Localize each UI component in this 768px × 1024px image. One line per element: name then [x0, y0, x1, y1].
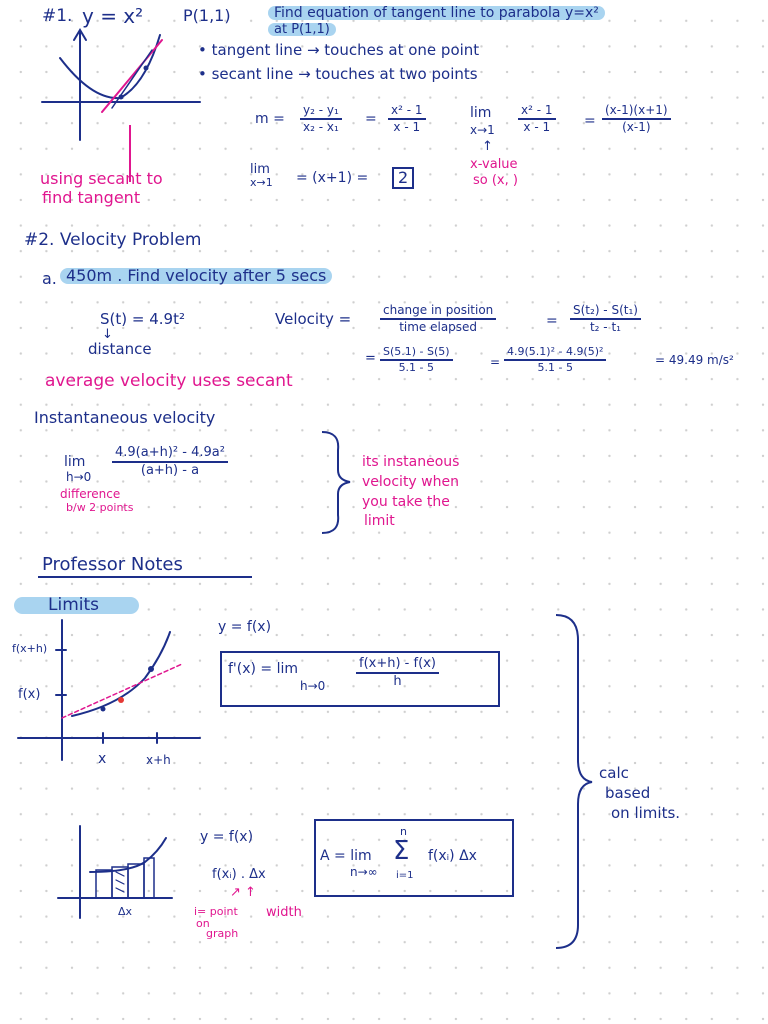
derivative-fraction: [356, 657, 439, 688]
velocity-fraction-4: [504, 346, 606, 373]
section1-title-line2: at P(1,1): [268, 23, 336, 36]
fraction-numerator: (x-1)(x+1): [602, 104, 671, 120]
derivative-graph: [18, 620, 200, 760]
fraction-denominator: x - 1: [393, 119, 421, 134]
fraction-numerator: f(x+h) - f(x): [356, 657, 439, 674]
fraction-numerator: S(t₂) - S(t₁): [570, 304, 641, 320]
derivative-subscript: h→0: [300, 679, 326, 693]
instantaneous-title: Instantaneous velocity: [34, 408, 216, 427]
limit2-expression: = (x+1) =: [296, 170, 369, 186]
brace-note-3: you take the: [362, 494, 450, 510]
area-subscript: n→∞: [350, 865, 378, 879]
section1-title: Find equation of tangent line to parabola y=x²: [268, 6, 605, 20]
equals-sign: =: [546, 313, 558, 329]
x-plus-h-label: x+h: [146, 753, 171, 767]
professor-heading: Professor Notes: [42, 554, 183, 575]
fraction-denominator: (a+h) - a: [140, 462, 200, 478]
sigma-bottom: i=1: [396, 870, 414, 881]
riemann-graph: [58, 826, 172, 918]
section2-label: #2. Velocity Problem: [24, 230, 202, 250]
limits-heading: Limits: [14, 597, 139, 614]
velocity-result: = 49.49 m/s²: [655, 353, 734, 367]
fraction-numerator: S(5.1) - S(5): [380, 346, 453, 361]
calc-note-2: based: [605, 784, 651, 802]
xvalue-note: x-value: [470, 157, 518, 172]
slope-fraction-2: [388, 104, 426, 133]
equals-sign: =: [584, 113, 596, 129]
fraction-numerator: 4.9(5.1)² - 4.9(5)²: [504, 346, 606, 361]
xvalue-note-2: so (x, ): [473, 173, 518, 188]
rectangle-expression: f(xᵢ) . Δx: [212, 867, 266, 882]
equals-sign: =: [365, 351, 376, 366]
fraction-numerator: x² - 1: [388, 104, 426, 120]
delta-x-label: Δx: [118, 905, 133, 918]
fraction-numerator: x² - 1: [518, 104, 556, 120]
difference-note: difference: [60, 487, 121, 501]
fraction-denominator: t₂ - t₁: [589, 319, 621, 334]
derivative-lhs: f'(x) = lim: [228, 661, 299, 677]
width-note: width: [266, 905, 302, 920]
point-note: i= point: [194, 905, 238, 918]
big-brace: [556, 615, 592, 948]
bullet-secant: • secant line → touches at two points: [198, 65, 478, 83]
down-arrow-icon: ↓: [102, 327, 113, 342]
area-rhs: f(xᵢ) Δx: [428, 848, 477, 864]
y-label-bottom: f(x): [18, 687, 41, 702]
brace-note-2: velocity when: [362, 474, 459, 490]
slope-fraction: [300, 104, 342, 133]
equals-sign: =: [365, 111, 377, 127]
velocity-fraction-2: [570, 304, 641, 333]
limit-word: lim: [470, 105, 492, 121]
fraction-denominator: x - 1: [523, 119, 551, 134]
sigma-icon: Σ: [393, 836, 410, 866]
brace: [322, 432, 350, 533]
brace-note-4: limit: [364, 513, 395, 529]
fraction-numerator: y₂ - y₁: [300, 104, 342, 120]
equals-sign: =: [490, 355, 501, 369]
secant-note: using secant to: [40, 169, 163, 188]
inst-fraction: [112, 446, 228, 477]
fraction-denominator: time elapsed: [399, 319, 478, 334]
fraction-denominator: 5.1 - 5: [398, 360, 435, 374]
factored-fraction: [602, 104, 671, 133]
distance-label: distance: [88, 340, 152, 358]
parabola-graph: [42, 30, 200, 140]
answer-box: 2: [392, 167, 414, 189]
limit-subscript: x→1: [470, 123, 495, 137]
pink-arrows: ↗ ↑: [230, 885, 256, 900]
fraction-denominator: x₂ - x₁: [303, 119, 339, 134]
difference-note-2: b/w 2 points: [66, 501, 134, 514]
section1-label: #1.: [42, 6, 73, 26]
function-label-2: y = f(x): [200, 829, 254, 845]
point-note-2: on: [196, 917, 210, 930]
area-lhs: A = lim: [320, 848, 372, 864]
y-label-top: f(x+h): [12, 642, 48, 655]
fraction-denominator: (x-1): [622, 119, 651, 134]
sigma-top: n: [400, 825, 407, 838]
velocity-lhs: Velocity =: [275, 310, 352, 328]
part-a-label: a.: [42, 269, 57, 288]
fraction-numerator: 4.9(a+h)² - 4.9a²: [112, 446, 228, 463]
inst-limit-subscript: h→0: [66, 470, 92, 484]
inst-limit-word: lim: [64, 454, 86, 470]
velocity-fraction-3: [380, 346, 453, 373]
function-label: y = f(x): [218, 619, 272, 635]
fraction-denominator: h: [393, 673, 402, 689]
slope-lhs: m =: [255, 111, 285, 127]
limit2-subscript: x→1: [250, 176, 273, 189]
limit2-word: lim: [250, 162, 270, 177]
fraction-denominator: 5.1 - 5: [537, 360, 573, 374]
bullet-tangent: • tangent line → touches at one point: [198, 41, 480, 59]
part-a-title: 450m . Find velocity after 5 secs: [60, 268, 332, 284]
calc-note: calc: [599, 764, 629, 782]
calc-note-3: on limits.: [611, 804, 681, 822]
section1-equation: y = x²: [82, 4, 144, 28]
x-label: x: [98, 751, 107, 767]
average-velocity-note: average velocity uses secant: [45, 371, 293, 391]
velocity-fraction: [380, 304, 496, 333]
position-equation: S(t) = 4.9t²: [100, 310, 185, 328]
limit-fraction: [518, 104, 556, 133]
secant-note-2: find tangent: [42, 188, 141, 207]
point-note-3: graph: [206, 927, 239, 940]
up-arrow-icon: ↑: [482, 139, 493, 154]
brace-note: its instaneous: [362, 454, 460, 470]
fraction-numerator: change in position: [380, 304, 496, 320]
section1-point: P(1,1): [183, 6, 231, 25]
